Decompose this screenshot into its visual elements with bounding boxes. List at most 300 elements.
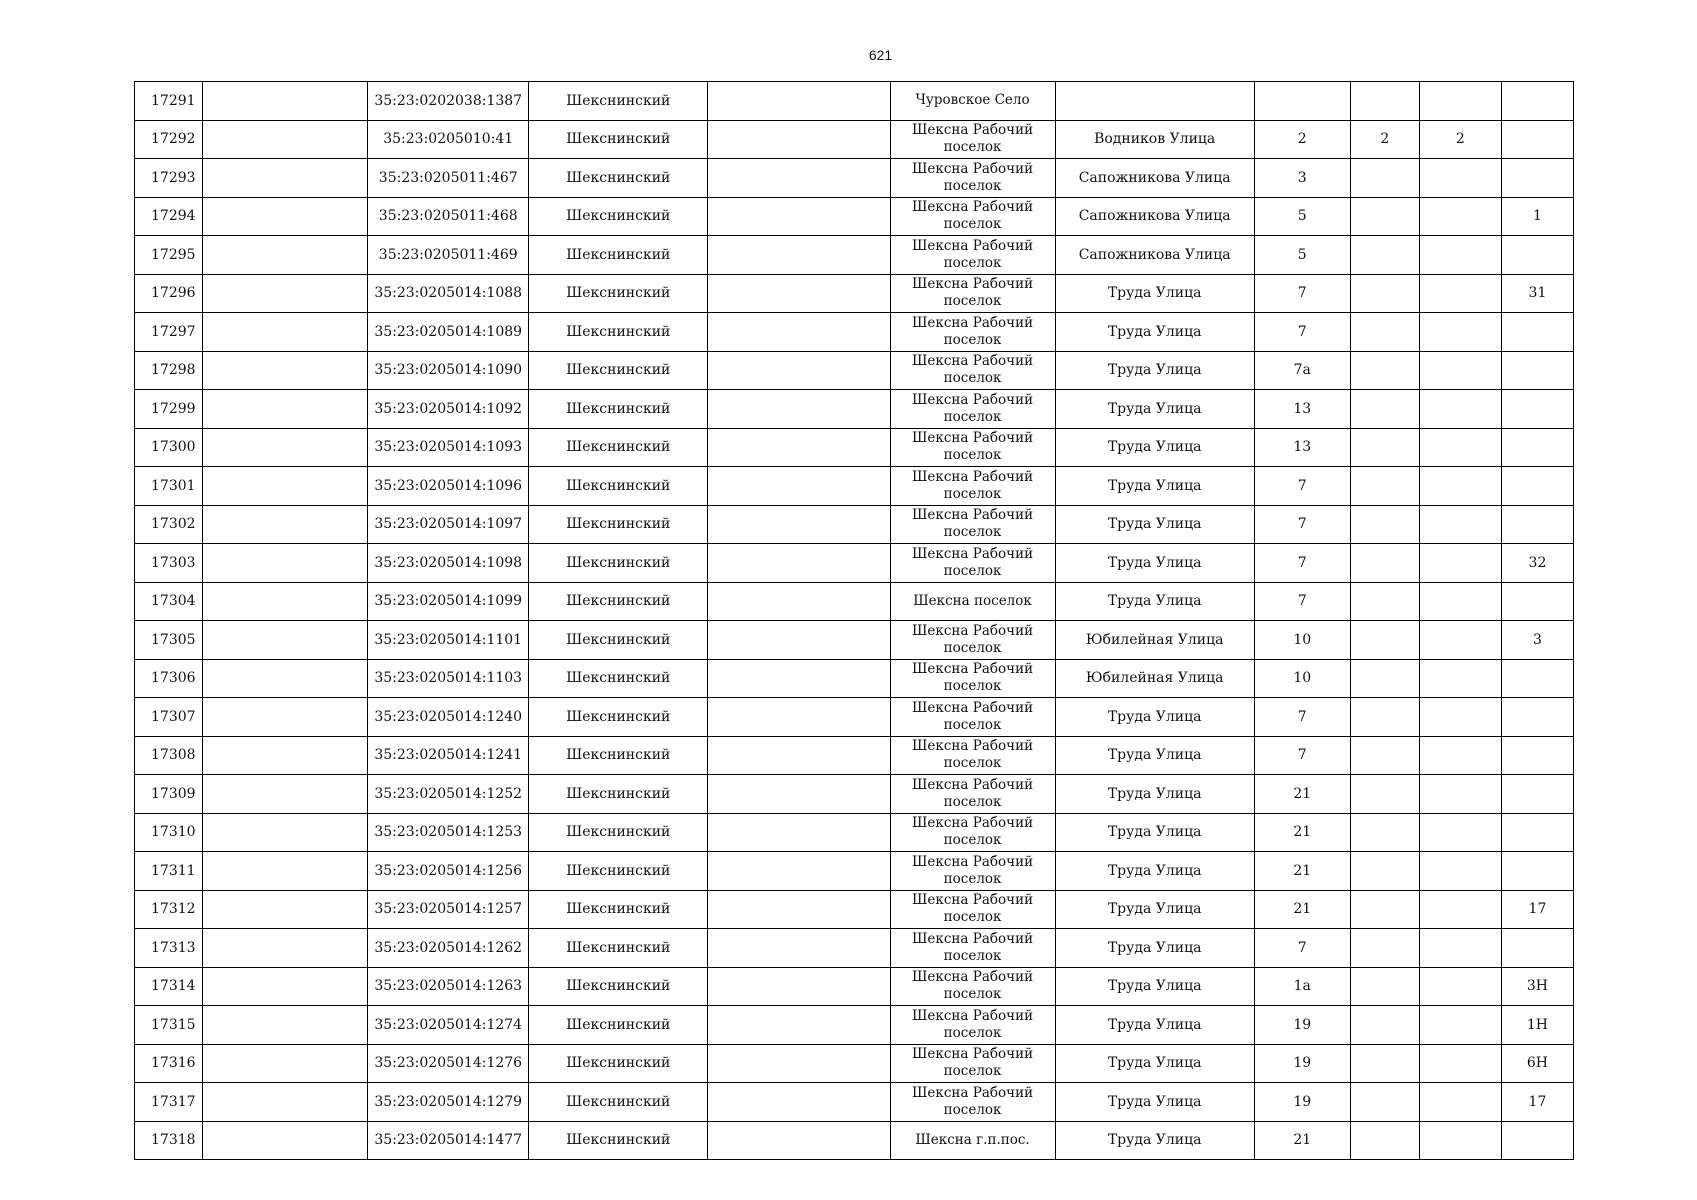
apartment-cell (1501, 313, 1573, 352)
apartment-cell: 3 (1501, 621, 1573, 660)
house-number-cell: 7 (1254, 505, 1350, 544)
table-row (135, 159, 1574, 198)
house-number-cell: 10 (1254, 659, 1350, 698)
building-cell (1350, 544, 1419, 583)
street-cell: Труда Улица (1055, 274, 1254, 313)
apartment-cell (1501, 813, 1573, 852)
building-cell: 2 (1350, 120, 1419, 159)
empty-cell-e (708, 159, 890, 198)
table-row (135, 505, 1574, 544)
street-cell: Труда Улица (1055, 967, 1254, 1006)
street-cell: Сапожникова Улица (1055, 197, 1254, 236)
district-cell: Шекснинский (529, 120, 708, 159)
district-cell: Шекснинский (529, 852, 708, 891)
structure-cell (1419, 736, 1501, 775)
table-body (135, 82, 1574, 1160)
locality-cell: Шексна Рабочий поселок (890, 159, 1055, 198)
empty-cell-e (708, 544, 890, 583)
record-number-cell: 17295 (135, 236, 203, 275)
empty-cell-e (708, 1006, 890, 1045)
record-number-cell: 17309 (135, 775, 203, 814)
district-cell: Шекснинский (529, 1044, 708, 1083)
district-cell: Шекснинский (529, 1083, 708, 1122)
apartment-cell: 6Н (1501, 1044, 1573, 1083)
empty-cell-e (708, 428, 890, 467)
house-number-cell: 21 (1254, 890, 1350, 929)
locality-cell: Чуровское Село (890, 82, 1055, 121)
table-row (135, 1006, 1574, 1045)
district-cell: Шекснинский (529, 236, 708, 275)
record-number-cell: 17311 (135, 852, 203, 891)
empty-cell-b (203, 813, 368, 852)
structure-cell (1419, 159, 1501, 198)
empty-cell-b (203, 544, 368, 583)
locality-cell: Шексна Рабочий поселок (890, 1083, 1055, 1122)
table-row (135, 1044, 1574, 1083)
district-cell: Шекснинский (529, 351, 708, 390)
record-number-cell: 17300 (135, 428, 203, 467)
empty-cell-b (203, 775, 368, 814)
empty-cell-e (708, 390, 890, 429)
locality-cell: Шексна Рабочий поселок (890, 197, 1055, 236)
cadastral-number-cell: 35:23:0205014:1256 (368, 852, 529, 891)
cadastral-number-cell: 35:23:0205014:1262 (368, 929, 529, 968)
empty-cell-b (203, 313, 368, 352)
empty-cell-b (203, 428, 368, 467)
table-row (135, 736, 1574, 775)
table-row (135, 659, 1574, 698)
locality-cell: Шексна Рабочий поселок (890, 1006, 1055, 1045)
district-cell: Шекснинский (529, 428, 708, 467)
cadastral-number-cell: 35:23:0205014:1241 (368, 736, 529, 775)
cadastral-number-cell: 35:23:0205014:1240 (368, 698, 529, 737)
street-cell: Труда Улица (1055, 390, 1254, 429)
house-number-cell: 21 (1254, 775, 1350, 814)
locality-cell: Шексна Рабочий поселок (890, 967, 1055, 1006)
locality-cell: Шексна Рабочий поселок (890, 890, 1055, 929)
district-cell: Шекснинский (529, 544, 708, 583)
house-number-cell (1254, 82, 1350, 121)
apartment-cell: 1 (1501, 197, 1573, 236)
structure-cell (1419, 197, 1501, 236)
apartment-cell (1501, 852, 1573, 891)
structure-cell (1419, 351, 1501, 390)
building-cell (1350, 698, 1419, 737)
locality-cell: Шексна Рабочий поселок (890, 390, 1055, 429)
apartment-cell (1501, 159, 1573, 198)
apartment-cell (1501, 582, 1573, 621)
cadastral-number-cell: 35:23:0205014:1097 (368, 505, 529, 544)
empty-cell-e (708, 236, 890, 275)
page-number: 621 (868, 47, 893, 63)
record-number-cell: 17310 (135, 813, 203, 852)
locality-cell: Шексна Рабочий поселок (890, 236, 1055, 275)
table-row (135, 967, 1574, 1006)
structure-cell (1419, 1083, 1501, 1122)
house-number-cell: 19 (1254, 1006, 1350, 1045)
house-number-cell: 21 (1254, 1121, 1350, 1160)
empty-cell-b (203, 698, 368, 737)
locality-cell: Шексна Рабочий поселок (890, 813, 1055, 852)
street-cell: Труда Улица (1055, 351, 1254, 390)
structure-cell (1419, 890, 1501, 929)
locality-cell: Шексна Рабочий поселок (890, 698, 1055, 737)
empty-cell-b (203, 1121, 368, 1160)
locality-cell: Шексна Рабочий поселок (890, 1044, 1055, 1083)
structure-cell (1419, 1006, 1501, 1045)
cadastral-number-cell: 35:23:0205011:467 (368, 159, 529, 198)
district-cell: Шекснинский (529, 1121, 708, 1160)
record-number-cell: 17293 (135, 159, 203, 198)
empty-cell-e (708, 1083, 890, 1122)
street-cell: Труда Улица (1055, 890, 1254, 929)
empty-cell-e (708, 621, 890, 660)
building-cell (1350, 929, 1419, 968)
district-cell: Шекснинский (529, 621, 708, 660)
record-number-cell: 17306 (135, 659, 203, 698)
building-cell (1350, 967, 1419, 1006)
locality-cell: Шексна Рабочий поселок (890, 313, 1055, 352)
apartment-cell (1501, 82, 1573, 121)
structure-cell (1419, 967, 1501, 1006)
district-cell: Шекснинский (529, 736, 708, 775)
street-cell: Труда Улица (1055, 1044, 1254, 1083)
locality-cell: Шексна Рабочий поселок (890, 736, 1055, 775)
locality-cell: Шексна поселок (890, 582, 1055, 621)
empty-cell-b (203, 967, 368, 1006)
district-cell: Шекснинский (529, 505, 708, 544)
empty-cell-e (708, 775, 890, 814)
cadastral-number-cell: 35:23:0205014:1257 (368, 890, 529, 929)
apartment-cell: 17 (1501, 890, 1573, 929)
house-number-cell: 7 (1254, 313, 1350, 352)
empty-cell-e (708, 736, 890, 775)
district-cell: Шекснинский (529, 274, 708, 313)
empty-cell-b (203, 351, 368, 390)
empty-cell-e (708, 1044, 890, 1083)
cadastral-number-cell: 35:23:0205014:1089 (368, 313, 529, 352)
cadastral-number-cell: 35:23:0205014:1093 (368, 428, 529, 467)
empty-cell-b (203, 274, 368, 313)
table-row (135, 390, 1574, 429)
locality-cell: Шексна Рабочий поселок (890, 428, 1055, 467)
table-row (135, 120, 1574, 159)
cadastral-number-cell: 35:23:0205014:1477 (368, 1121, 529, 1160)
apartment-cell (1501, 505, 1573, 544)
apartment-cell: 31 (1501, 274, 1573, 313)
empty-cell-e (708, 890, 890, 929)
house-number-cell: 19 (1254, 1083, 1350, 1122)
cadastral-number-cell: 35:23:0205011:468 (368, 197, 529, 236)
apartment-cell (1501, 428, 1573, 467)
district-cell: Шекснинский (529, 698, 708, 737)
house-number-cell: 21 (1254, 813, 1350, 852)
empty-cell-b (203, 890, 368, 929)
house-number-cell: 7 (1254, 544, 1350, 583)
building-cell (1350, 775, 1419, 814)
building-cell (1350, 197, 1419, 236)
record-number-cell: 17298 (135, 351, 203, 390)
apartment-cell (1501, 236, 1573, 275)
street-cell: Труда Улица (1055, 467, 1254, 506)
empty-cell-b (203, 505, 368, 544)
record-number-cell: 17291 (135, 82, 203, 121)
structure-cell (1419, 1044, 1501, 1083)
house-number-cell: 7 (1254, 582, 1350, 621)
record-number-cell: 17296 (135, 274, 203, 313)
empty-cell-b (203, 929, 368, 968)
empty-cell-e (708, 852, 890, 891)
table-row (135, 82, 1574, 121)
apartment-cell (1501, 775, 1573, 814)
structure-cell (1419, 544, 1501, 583)
building-cell (1350, 159, 1419, 198)
cadastral-number-cell: 35:23:0205010:41 (368, 120, 529, 159)
street-cell: Юбилейная Улица (1055, 659, 1254, 698)
apartment-cell (1501, 736, 1573, 775)
street-cell: Труда Улица (1055, 929, 1254, 968)
table-row (135, 1121, 1574, 1160)
table-row (135, 1083, 1574, 1122)
street-cell: Сапожникова Улица (1055, 236, 1254, 275)
cadastral-number-cell: 35:23:0205014:1101 (368, 621, 529, 660)
street-cell: Юбилейная Улица (1055, 621, 1254, 660)
house-number-cell: 7 (1254, 698, 1350, 737)
record-number-cell: 17294 (135, 197, 203, 236)
table-row (135, 236, 1574, 275)
cadastral-number-cell: 35:23:0205014:1253 (368, 813, 529, 852)
street-cell: Труда Улица (1055, 1006, 1254, 1045)
apartment-cell (1501, 120, 1573, 159)
data-table (134, 81, 1574, 1160)
empty-cell-b (203, 390, 368, 429)
district-cell: Шекснинский (529, 313, 708, 352)
structure-cell (1419, 274, 1501, 313)
record-number-cell: 17299 (135, 390, 203, 429)
cadastral-number-cell: 35:23:0205014:1088 (368, 274, 529, 313)
cadastral-number-cell: 35:23:0205014:1252 (368, 775, 529, 814)
house-number-cell: 7 (1254, 274, 1350, 313)
street-cell: Труда Улица (1055, 428, 1254, 467)
empty-cell-e (708, 313, 890, 352)
record-number-cell: 17304 (135, 582, 203, 621)
structure-cell (1419, 313, 1501, 352)
empty-cell-e (708, 351, 890, 390)
house-number-cell: 5 (1254, 236, 1350, 275)
empty-cell-e (708, 698, 890, 737)
house-number-cell: 3 (1254, 159, 1350, 198)
house-number-cell: 21 (1254, 852, 1350, 891)
street-cell: Труда Улица (1055, 1083, 1254, 1122)
apartment-cell: 3Н (1501, 967, 1573, 1006)
empty-cell-e (708, 659, 890, 698)
empty-cell-b (203, 1044, 368, 1083)
locality-cell: Шексна Рабочий поселок (890, 274, 1055, 313)
apartment-cell (1501, 659, 1573, 698)
empty-cell-e (708, 1121, 890, 1160)
building-cell (1350, 890, 1419, 929)
apartment-cell (1501, 467, 1573, 506)
empty-cell-e (708, 813, 890, 852)
building-cell (1350, 82, 1419, 121)
table-row (135, 775, 1574, 814)
cadastral-number-cell: 35:23:0205014:1279 (368, 1083, 529, 1122)
record-number-cell: 17308 (135, 736, 203, 775)
building-cell (1350, 1044, 1419, 1083)
cadastral-number-cell: 35:23:0205014:1098 (368, 544, 529, 583)
structure-cell (1419, 582, 1501, 621)
record-number-cell: 17318 (135, 1121, 203, 1160)
structure-cell (1419, 236, 1501, 275)
apartment-cell: 17 (1501, 1083, 1573, 1122)
cadastral-number-cell: 35:23:0205014:1099 (368, 582, 529, 621)
locality-cell: Шексна Рабочий поселок (890, 852, 1055, 891)
building-cell (1350, 736, 1419, 775)
district-cell: Шекснинский (529, 159, 708, 198)
record-number-cell: 17313 (135, 929, 203, 968)
district-cell: Шекснинский (529, 929, 708, 968)
apartment-cell (1501, 351, 1573, 390)
cadastral-number-cell: 35:23:0205014:1096 (368, 467, 529, 506)
building-cell (1350, 621, 1419, 660)
empty-cell-b (203, 120, 368, 159)
record-number-cell: 17303 (135, 544, 203, 583)
empty-cell-e (708, 82, 890, 121)
record-number-cell: 17307 (135, 698, 203, 737)
house-number-cell: 7 (1254, 736, 1350, 775)
district-cell: Шекснинский (529, 82, 708, 121)
empty-cell-b (203, 1006, 368, 1045)
district-cell: Шекснинский (529, 582, 708, 621)
table-row (135, 197, 1574, 236)
empty-cell-e (708, 274, 890, 313)
district-cell: Шекснинский (529, 813, 708, 852)
building-cell (1350, 505, 1419, 544)
street-cell: Труда Улица (1055, 582, 1254, 621)
locality-cell: Шексна Рабочий поселок (890, 505, 1055, 544)
cadastral-number-cell: 35:23:0205014:1276 (368, 1044, 529, 1083)
house-number-cell: 13 (1254, 428, 1350, 467)
locality-cell: Шексна Рабочий поселок (890, 120, 1055, 159)
cadastral-number-cell: 35:23:0205014:1090 (368, 351, 529, 390)
cadastral-number-cell: 35:23:0205014:1274 (368, 1006, 529, 1045)
apartment-cell (1501, 929, 1573, 968)
district-cell: Шекснинский (529, 775, 708, 814)
apartment-cell: 1Н (1501, 1006, 1573, 1045)
empty-cell-e (708, 197, 890, 236)
empty-cell-b (203, 582, 368, 621)
structure-cell (1419, 698, 1501, 737)
locality-cell: Шексна Рабочий поселок (890, 621, 1055, 660)
locality-cell: Шексна Рабочий поселок (890, 351, 1055, 390)
building-cell (1350, 313, 1419, 352)
empty-cell-b (203, 1083, 368, 1122)
empty-cell-b (203, 236, 368, 275)
district-cell: Шекснинский (529, 197, 708, 236)
street-cell: Труда Улица (1055, 1121, 1254, 1160)
street-cell: Сапожникова Улица (1055, 159, 1254, 198)
house-number-cell: 10 (1254, 621, 1350, 660)
district-cell: Шекснинский (529, 659, 708, 698)
building-cell (1350, 1121, 1419, 1160)
district-cell: Шекснинский (529, 1006, 708, 1045)
structure-cell (1419, 1121, 1501, 1160)
structure-cell (1419, 621, 1501, 660)
street-cell: Труда Улица (1055, 736, 1254, 775)
empty-cell-b (203, 82, 368, 121)
empty-cell-e (708, 467, 890, 506)
structure-cell (1419, 852, 1501, 891)
record-number-cell: 17305 (135, 621, 203, 660)
structure-cell (1419, 775, 1501, 814)
house-number-cell: 2 (1254, 120, 1350, 159)
record-number-cell: 17317 (135, 1083, 203, 1122)
structure-cell (1419, 505, 1501, 544)
apartment-cell (1501, 698, 1573, 737)
street-cell: Труда Улица (1055, 698, 1254, 737)
locality-cell: Шексна Рабочий поселок (890, 775, 1055, 814)
empty-cell-e (708, 967, 890, 1006)
structure-cell (1419, 428, 1501, 467)
empty-cell-e (708, 582, 890, 621)
table-row (135, 313, 1574, 352)
empty-cell-e (708, 120, 890, 159)
house-number-cell: 1а (1254, 967, 1350, 1006)
building-cell (1350, 274, 1419, 313)
street-cell: Труда Улица (1055, 852, 1254, 891)
structure-cell (1419, 82, 1501, 121)
house-number-cell: 13 (1254, 390, 1350, 429)
table-row (135, 698, 1574, 737)
street-cell: Труда Улица (1055, 813, 1254, 852)
district-cell: Шекснинский (529, 467, 708, 506)
building-cell (1350, 852, 1419, 891)
building-cell (1350, 1006, 1419, 1045)
building-cell (1350, 813, 1419, 852)
street-cell: Труда Улица (1055, 775, 1254, 814)
empty-cell-b (203, 659, 368, 698)
building-cell (1350, 236, 1419, 275)
table-row (135, 621, 1574, 660)
structure-cell: 2 (1419, 120, 1501, 159)
structure-cell (1419, 659, 1501, 698)
building-cell (1350, 390, 1419, 429)
cadastral-number-cell: 35:23:0202038:1387 (368, 82, 529, 121)
apartment-cell (1501, 1121, 1573, 1160)
building-cell (1350, 1083, 1419, 1122)
house-number-cell: 7 (1254, 467, 1350, 506)
table-row (135, 813, 1574, 852)
district-cell: Шекснинский (529, 390, 708, 429)
record-number-cell: 17292 (135, 120, 203, 159)
table-row (135, 274, 1574, 313)
house-number-cell: 5 (1254, 197, 1350, 236)
table-row (135, 929, 1574, 968)
building-cell (1350, 467, 1419, 506)
house-number-cell: 7 (1254, 929, 1350, 968)
locality-cell: Шексна Рабочий поселок (890, 659, 1055, 698)
record-number-cell: 17301 (135, 467, 203, 506)
table-row (135, 890, 1574, 929)
empty-cell-e (708, 505, 890, 544)
locality-cell: Шексна г.п.пос. (890, 1121, 1055, 1160)
table-row (135, 467, 1574, 506)
apartment-cell: 32 (1501, 544, 1573, 583)
table-row (135, 582, 1574, 621)
cadastral-number-cell: 35:23:0205011:469 (368, 236, 529, 275)
street-cell: Водников Улица (1055, 120, 1254, 159)
structure-cell (1419, 813, 1501, 852)
